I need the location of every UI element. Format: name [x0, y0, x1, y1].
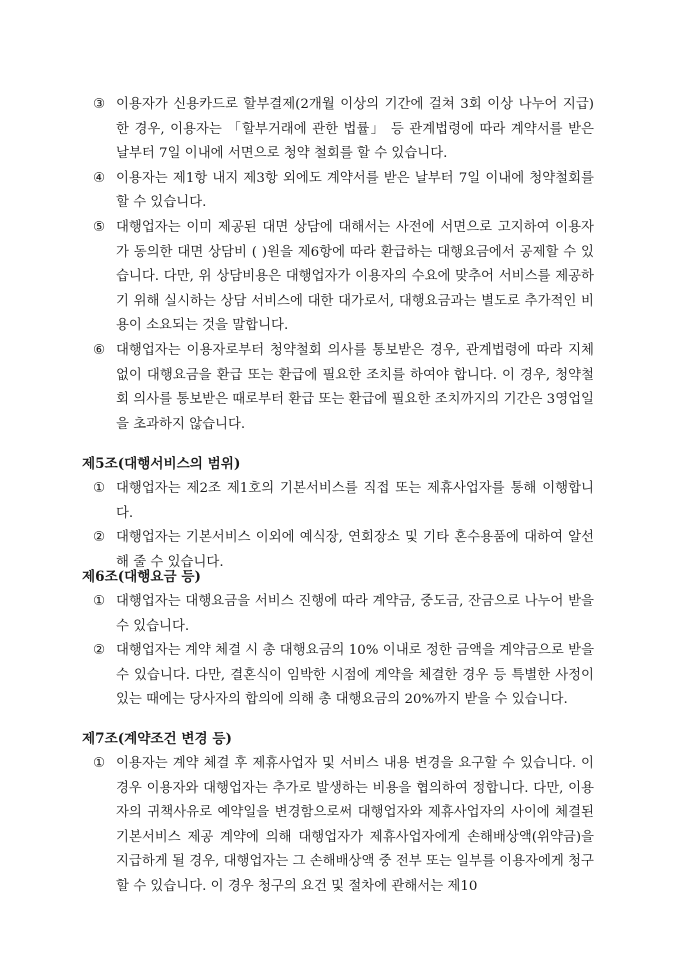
article-6-clauses	[0, 590, 680, 713]
clause-text: 대행업자는 계약 체결 시 총 대행요금의 10% 이내로 정한 금액을 계약금으로 받을 수 있습니다. 다만, 결혼식이 임박한 시점에 계약을 체결한 경우 등 특별한 사정이 있는 때에는 당사자의 합의에 의해 총 대행요금의 20%까지 받을 수 있습니다.	[116, 643, 594, 708]
article-title: 제7조(계약조건 변경 등)	[82, 731, 232, 747]
clause-number: ②	[93, 643, 106, 659]
clause-item	[0, 339, 680, 437]
clause-item	[0, 93, 680, 167]
clause-text: 대행업자는 이미 제공된 대면 상담에 대해서는 사전에 서면으로 고지하여 이용자가 동의한 대면 상담비 ( )원을 제6항에 따라 환급하는 대행요금에서 공제할 수 있습니다. 다만, 위 상담비용은 대행업자가 이용자의 수요에 맞추어 서비스를 제공하기 위해 실시하는 상담 서비스에 대한 대가로서, 대행요금과는 별도로 추가적인 비용이 소요되는 것을 말합니다.	[116, 219, 594, 334]
clause-number: ③	[93, 97, 106, 112]
clause-item	[0, 590, 680, 639]
clause-number: ⑤	[93, 219, 106, 235]
clause-text: 대행업자는 제2조 제1호의 기본서비스를 직접 또는 제휴사업자를 통해 이행합니다.	[116, 481, 594, 521]
clause-number: ①	[93, 481, 106, 496]
clause-text: 이용자는 제1항 내지 제3항 외에도 계약서를 받은 날부터 7일 이내에 청약철회를 할 수 있습니다.	[116, 170, 594, 211]
clause-item	[0, 639, 680, 713]
clause-text: 대행업자는 대행요금을 서비스 진행에 따라 계약금, 중도금, 잔금으로 나누어 받을 수 있습니다.	[116, 594, 594, 634]
clause-text: 대행업자는 이용자로부터 청약철회 의사를 통보받은 경우, 관계법령에 따라 지체없이 대행요금을 환급 또는 환급에 필요한 조치를 하여야 합니다. 이 경우, 청약철회 의사를 통보받은 때로부터 환급 또는 환급에 필요한 조치까지의 기간은 3영업일을 초과하지 않습니다.	[116, 342, 594, 432]
clause-text: 대행업자는 기본서비스 이외에 예식장, 연회장소 및 기타 혼수용품에 대하여 알선해 줄 수 있습니다.	[116, 530, 594, 570]
clause-item	[0, 752, 680, 900]
article-title: 제6조(대행요금 등)	[82, 569, 201, 585]
clause-number: ⑥	[93, 342, 106, 358]
article-5-clauses	[0, 477, 680, 575]
clause-text: 이용자는 계약 체결 후 제휴사업자 및 서비스 내용 변경을 요구할 수 있습니다. 이 경우 이용자와 대행업자는 추가로 발생하는 비용을 협의하여 정합니다. 다만, 이용자의 귀책사유로 예약일을 변경함으로써 대행업자와 제휴사업자의 사이에 체결된 기본서비스 제공 계약에 의해 대행업자가 제휴사업자에게 손해배상액(위약금)을 지급하게 될 경우, 대행업자는 그 손해배상액 중 전부 또는 일부를 이용자에게 청구할 수 있습니다. 이 경우 청구의 요건 및 절차에 관해서는 제10	[116, 756, 594, 894]
clause-item	[0, 216, 680, 339]
clause-number: ①	[93, 594, 106, 609]
clause-text: 이용자가 신용카드로 할부결제(2개월 이상의 기간에 걸쳐 3회 이상 나누어 지급)한 경우, 이용자는 「할부거래에 관한 법률」 등 관계법령에 따라 계약서를 받은 날부터 7일 이내에 서면으로 청약 철회를 할 수 있습니다.	[116, 97, 594, 162]
clause-number: ④	[93, 170, 106, 186]
clause-item	[0, 477, 680, 526]
intro-clause-list	[0, 93, 680, 437]
clause-number: ①	[93, 756, 106, 771]
clause-number: ②	[93, 530, 106, 546]
clause-item	[0, 167, 680, 216]
article-7-clauses	[0, 752, 680, 900]
article-title: 제5조(대행서비스의 범위)	[82, 456, 241, 472]
